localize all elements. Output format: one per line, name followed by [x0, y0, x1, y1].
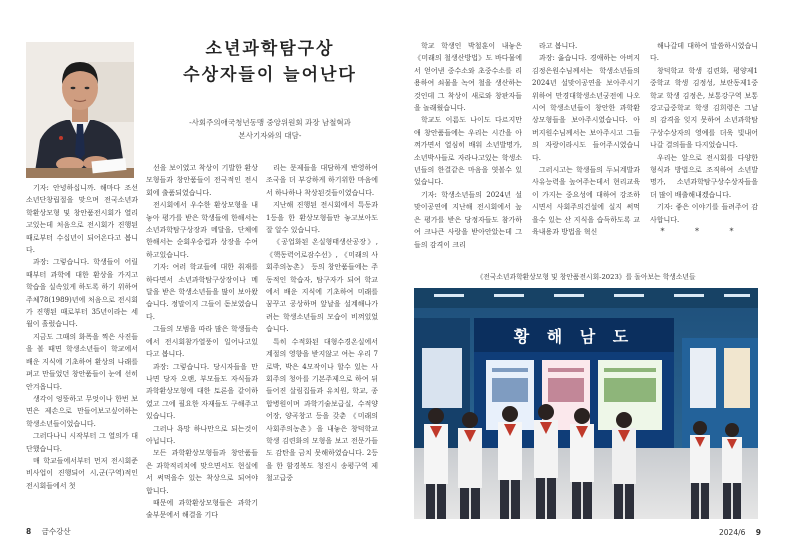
article-end-mark: * * * — [660, 227, 748, 237]
paragraph: 그들의 모범을 따라 많은 학생들속에서 전시회참가열풍이 일어나고있다고 봅니다. — [146, 325, 258, 359]
paragraph: 때문에 과학환상모형들은 과학기술부문에서 해결을 기다 — [146, 498, 258, 520]
paragraph: 지난해 진행된 전시회에서 특동과 1등을 한 환상모형들만 놓고보아도 잘 알수 있습니다. — [266, 201, 378, 235]
paragraph: 《공업화된 온실형태생산공장》, 《핵동력어로잠수선》, 《미래의 사회주의농촌》 등의 창안품들에는 주동적인 학습자, 탐구자가 되여 학교에서 배운 지식에 기초하여 미래를 꿈꾸고 공상하며 앞날을 설계해나가려는 학생소년들의 모습이 비껴있었습니다. — [266, 238, 378, 334]
text-column-3 — [266, 162, 378, 522]
paragraph: 그러다나니 시작부터 그 열의가 대단했습니다. — [26, 432, 138, 453]
interviewee-portrait-photo — [26, 42, 134, 178]
paragraph: 매 학교들에서부터 먼저 전시회준비사업이 진행되어 시,군(구역)적인 전시회들에서 첫 — [26, 456, 138, 490]
text-column-6 — [650, 40, 758, 262]
footer-right — [719, 528, 761, 537]
issue-date: 2024/6 — [719, 528, 746, 537]
paragraph: 과장: 그렇습니다. 당시자들을 만나면 당자 오랜, 부모들도 자식들과 과학환상모형에 대한 토론을 같이하였고 그에 필요한 자재들도 구해주고있습니다. — [146, 362, 258, 421]
paragraph: 우리는 앞으로 전시회를 다양한 형식과 방법으로 조직하여 소년발명가, 소년과학탐구상수상자들을 더 많이 배출해내겠습니다. — [650, 153, 758, 199]
paragraph: 그러시고는 학생들의 두뇌계발과 사유능력을 높여주는데서 현리교육이 가지는 중요성에 대하여 강조하시면서 사회주의건설에 실지 써먹을수 있는 산 지식을 습득하도록 교육내용과 방법을 혁신 — [532, 166, 640, 237]
paragraph: 과장: 그렇습니다. 학생들이 어릴 때부터 과학에 대한 환상을 가지고 학습을 실속있게 하도록 하기 위하여 주체78(1989)년에 처음으로 전시회가 진행된 때로부터 35년이라는 세월이 흘렀습니다. — [26, 258, 138, 329]
page-number-right: 9 — [755, 528, 761, 537]
paragraph: 학교도 이름도 나이도 다르지만 애 창안품들에는 우리는 시간을 아껴가면서 열심히 배워 소년발명가, 소년박사들로 자라나고있는 학생소년들의 한결같은 마음을 엿볼수 있었습니다. — [414, 116, 522, 187]
paragraph: 생각이 엉뚱하고 무엇이나 한번 보면은 제손으로 만들어보고싶어하는 학생소년들이었습니다. — [26, 394, 138, 428]
paragraph: 전시회에서 우수한 환상모형을 내놓아 평가를 받은 학생들에 한해서는 소년과학탐구상장과 메달을, 단체에 한해서는 순회우승컵과 상장을 수여하고있습니다. — [146, 201, 258, 259]
paragraph: 기자: 학생소년들의 2024년 설맞이공연에 지난해 전시회에서 높은 평가를 받은 당정자들도 참가하여 크나큰 사랑을 받아안았는데 그들의 감격이 크리 — [414, 190, 522, 249]
title-line-2: 수상자들이 늘어난다 — [183, 65, 357, 85]
paragraph: 모든 과학환상모형들과 창안품들은 과학적리치에 맞으면서도 현실에서 써먹을수 있는 착상으로 되여야 합니다. — [146, 449, 258, 495]
paragraph: 지금도 그때의 화폭을 찍은 사진들을 볼 때면 학생소년들이 학교에서 배운 지식에 기초하여 환상의 나래를 펴고 만들었던 창안품들이 눈에 선히 안겨옵니다. — [26, 332, 138, 391]
photo-caption: 《전국소년과학환상모형 및 창안품전시회-2023》를 돌아보는 학생소년들 — [476, 273, 696, 281]
title-line-1: 소년과학탐구상 — [205, 39, 335, 59]
text-column-2 — [146, 162, 258, 522]
exhibition-photo — [414, 288, 758, 519]
booth-signboard: 황 해 남 도 — [513, 327, 635, 346]
footer-left — [26, 526, 71, 537]
text-column-1 — [26, 182, 138, 522]
exhibition-illustration — [414, 288, 758, 519]
paragraph: 과장: 옳습니다. 경애하는 아버지 김정은원수님께서는 학생소년들의 2024년 설맞이공연을 보아주시기 위하여 만경대학생소년궁전에 나오시여 학생소년들이 창안한 과학환상모형들을 보아주시였습니다. 아버지원수님께서는 보아주시고 그들의 자랑이라시도 들어주시였습니다. — [532, 54, 640, 162]
magazine-name: 금수강산 — [41, 527, 71, 536]
text-column-5 — [532, 40, 640, 262]
article-subtitle — [150, 116, 390, 142]
subtitle-line-2: 본사기자와의 대담- — [238, 131, 302, 140]
paragraph: 그러나 욕망 하나만으로 되는것이 아닙니다. — [146, 424, 258, 445]
text-column-4 — [414, 40, 522, 262]
paragraph: 기자: 안녕하십니까. 해마다 조선소년단창립절을 맞으며 전국소년과학환상모형 및 창안품전시회가 열리고있는데 처음으로 전시회가 진행된 때로부터 수십년이 되어온다고 봅니다. — [26, 184, 138, 255]
paragraph: 기자: 여러 학교들에 대한 취재를 하다면서 소년과학탐구상장이나 메달을 받은 학생소년들을 많이 보아왔습니다. 정말이지 그들이 돋보였습니다. — [146, 263, 258, 321]
article-title — [150, 36, 390, 88]
paragraph: 학교 학생인 박철훈이 내놓은 《미래의 철생산방법》도 바다물에서 얻어낸 중수소와 초중수소를 리용하여 쇠물을 녹여 철을 생산하는것인데 그 착상이 새로와 창판자들을 놀래웠습니다. — [414, 42, 522, 113]
paragraph: 선을 보이였고 착상이 기발한 환상모형들과 창안품들이 전국적인 전시회에 출품되였습니다. — [146, 164, 258, 197]
subtitle-line-1: -사회주의애국청년동맹 중앙위원회 과장 남철혁과 — [189, 118, 351, 127]
page-number-left: 8 — [26, 527, 32, 536]
paragraph: 라고 봅니다. — [539, 42, 578, 50]
paragraph: 특히 수적화된 대형수경온실에서 계절의 영향을 받지않고 여는 우리 7로박, 박은 4모작이나 할수 있는 사회주의 청아를 기본주제으로 하여 뒤들어진 살림집들과 유치원, 학교, 종합병원이며 과학기술보급실, 수적양어장, 양곡창고 등을 갖춘 《미래의 사회주의농촌》을 내놓은 창덕학교 학생 김련화의 모형을 보고 전문가들도 감탄을 금치 못해하였습니다. 2등을 한 함경북도 청진시 송평구역 제철고급중 — [266, 337, 378, 483]
paragraph: 기자: 좋은 이야기를 들려주어 감사합니다. — [650, 203, 758, 224]
paragraph: 창덕학교 학생 김련화, 평양제1중학교 학생 김정성, 보란동제1중학교 학생 김정은, 보통강구역 보통강고급중학교 학생 김희령은 그날의 감격을 잊지 못하여 소년과학탐구상수상자의 영예를 더욱 빛내어나갈 결의들을 다지었습니다. — [650, 66, 758, 150]
paragraph: 리는 문제들을 대담하게 반영하여 조국을 더 부강하게 하기위한 마음에서 하나하나 착상된것들이였습니다. — [266, 164, 378, 197]
paragraph: 해나갈데 대하여 말씀하시였습니다. — [650, 42, 758, 63]
portrait-illustration — [26, 42, 134, 178]
